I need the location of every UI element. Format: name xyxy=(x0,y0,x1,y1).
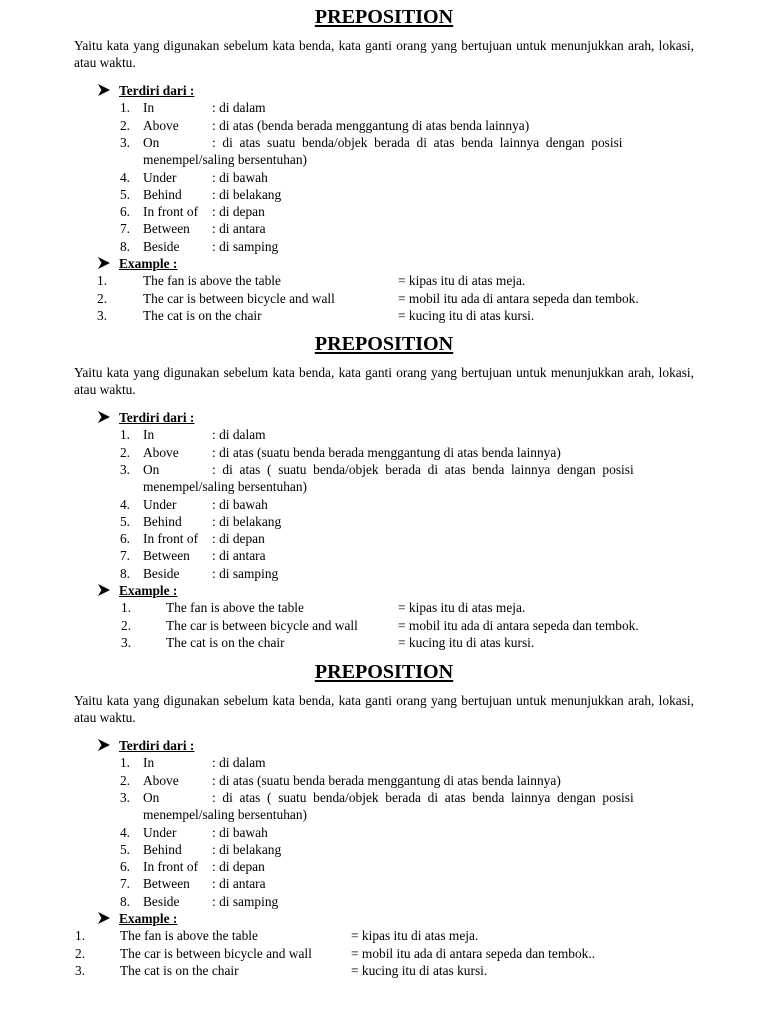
item-number: 2. xyxy=(119,117,130,133)
item-meaning: : di samping xyxy=(212,238,279,254)
item-number: 7. xyxy=(119,876,130,892)
item-meaning: : di belakang xyxy=(212,841,282,857)
item-word: On xyxy=(143,134,160,150)
item-number: 1. xyxy=(119,100,130,116)
item-number: 5. xyxy=(119,841,130,857)
section-title: PREPOSITION xyxy=(314,661,454,683)
item-word: Above xyxy=(143,444,179,460)
item-meaning: : di atas ( suatu benda/objek berada di atas benda lainnya dengan posisi xyxy=(212,789,634,805)
preposition-item xyxy=(114,530,694,547)
arrow-bullet-icon xyxy=(97,409,119,426)
preposition-item xyxy=(114,772,694,789)
terdiri-heading xyxy=(97,82,194,99)
example-heading xyxy=(97,582,177,599)
example-english: The car is between bicycle and wall xyxy=(120,945,312,961)
item-meaning: : di depan xyxy=(212,204,265,220)
example-number: 1. xyxy=(97,273,108,289)
example-indonesian: = kucing itu di atas kursi. xyxy=(398,307,535,323)
item-number: 3. xyxy=(119,789,130,805)
preposition-item xyxy=(114,461,694,478)
preposition-item xyxy=(114,203,694,220)
item-number: 1. xyxy=(119,755,130,771)
example-item xyxy=(0,634,768,651)
example-heading xyxy=(97,910,177,927)
item-word: Between xyxy=(143,876,190,892)
example-english: The fan is above the table xyxy=(166,600,304,616)
item-number: 8. xyxy=(119,893,130,909)
example-label: Example : xyxy=(119,256,178,271)
item-number: 7. xyxy=(119,221,130,237)
intro-paragraph: Yaitu kata yang digunakan sebelum kata benda, kata ganti orang yang bertujuan untuk menunjukkan arah, lokasi, atau waktu. xyxy=(74,693,694,726)
preposition-item xyxy=(114,875,694,892)
terdiri-label: Terdiri dari : xyxy=(119,410,195,425)
item-meaning: : di atas ( suatu benda/objek berada di atas benda lainnya dengan posisi xyxy=(212,461,634,477)
item-number: 6. xyxy=(119,859,130,875)
arrow-bullet-icon xyxy=(97,82,119,99)
example-english: The car is between bicycle and wall xyxy=(143,290,335,306)
example-english: The car is between bicycle and wall xyxy=(166,617,358,633)
arrow-bullet-icon xyxy=(97,255,119,272)
item-meaning: : di bawah xyxy=(212,496,268,512)
example-item xyxy=(0,307,768,324)
example-number: 3. xyxy=(97,307,108,323)
section-title: PREPOSITION xyxy=(314,6,454,28)
example-number: 1. xyxy=(121,600,132,616)
item-meaning: : di atas (benda berada menggantung di atas benda lainnya) xyxy=(212,117,530,133)
example-item xyxy=(0,290,768,307)
example-indonesian: = kucing itu di atas kursi. xyxy=(351,962,488,978)
example-indonesian: = mobil itu ada di antara sepeda dan tembok. xyxy=(398,290,639,306)
example-number: 2. xyxy=(121,617,132,633)
example-english: The fan is above the table xyxy=(143,273,281,289)
preposition-item xyxy=(114,513,694,530)
item-word: Above xyxy=(143,772,179,788)
preposition-item xyxy=(114,186,694,203)
example-indonesian: = kipas itu di atas meja. xyxy=(351,928,479,944)
item-word: Beside xyxy=(143,238,180,254)
example-english: The cat is on the chair xyxy=(143,307,262,323)
example-label: Example : xyxy=(119,911,178,926)
preposition-item xyxy=(114,238,694,255)
item-number: 1. xyxy=(119,427,130,443)
item-word: On xyxy=(143,789,160,805)
example-number: 2. xyxy=(97,290,108,306)
item-meaning: : di depan xyxy=(212,859,265,875)
item-number: 4. xyxy=(119,496,130,512)
terdiri-label: Terdiri dari : xyxy=(119,738,195,753)
preposition-item xyxy=(114,858,694,875)
preposition-item xyxy=(114,789,694,806)
example-indonesian: = kipas itu di atas meja. xyxy=(398,600,526,616)
item-word: In xyxy=(143,100,155,116)
preposition-item xyxy=(114,444,694,461)
section-title: PREPOSITION xyxy=(314,333,454,355)
preposition-item xyxy=(114,99,694,116)
item-number: 4. xyxy=(119,824,130,840)
terdiri-heading xyxy=(97,409,194,426)
item-word: Between xyxy=(143,221,190,237)
example-english: The cat is on the chair xyxy=(120,962,239,978)
item-word: In xyxy=(143,755,155,771)
preposition-section xyxy=(0,6,768,323)
item-meaning: : di bawah xyxy=(212,169,268,185)
arrow-bullet-icon xyxy=(97,737,119,754)
example-indonesian: = mobil itu ada di antara sepeda dan tembok. xyxy=(398,617,639,633)
example-item xyxy=(0,599,768,616)
item-word: Behind xyxy=(143,841,182,857)
preposition-item xyxy=(114,496,694,513)
item-word: In xyxy=(143,427,155,443)
item-meaning: : di dalam xyxy=(212,100,266,116)
item-word: Behind xyxy=(143,186,182,202)
terdiri-label: Terdiri dari : xyxy=(119,83,195,98)
example-number: 1. xyxy=(75,928,86,944)
preposition-item xyxy=(114,754,694,771)
item-word: Above xyxy=(143,117,179,133)
item-meaning: : di samping xyxy=(212,565,279,581)
preposition-item xyxy=(114,220,694,237)
preposition-section xyxy=(0,661,768,978)
item-number: 8. xyxy=(119,238,130,254)
item-meaning: : di samping xyxy=(212,893,279,909)
item-number: 3. xyxy=(119,461,130,477)
item-meaning: : di dalam xyxy=(212,755,266,771)
preposition-item xyxy=(114,565,694,582)
item-word: Beside xyxy=(143,893,180,909)
example-item xyxy=(0,927,768,944)
item-word: Between xyxy=(143,548,190,564)
preposition-item xyxy=(114,134,694,151)
example-item xyxy=(0,272,768,289)
item-meaning-continued: menempel/saling bersentuhan) xyxy=(143,807,307,823)
example-item xyxy=(0,945,768,962)
item-number: 2. xyxy=(119,444,130,460)
item-number: 6. xyxy=(119,531,130,547)
example-item xyxy=(0,962,768,979)
preposition-section xyxy=(0,333,768,650)
item-word: In front of xyxy=(143,531,199,547)
item-number: 5. xyxy=(119,186,130,202)
item-word: Behind xyxy=(143,513,182,529)
item-word: Beside xyxy=(143,565,180,581)
intro-paragraph: Yaitu kata yang digunakan sebelum kata benda, kata ganti orang yang bertujuan untuk menunjukkan arah, lokasi, atau waktu. xyxy=(74,365,694,398)
item-meaning: : di dalam xyxy=(212,427,266,443)
item-number: 2. xyxy=(119,772,130,788)
item-number: 6. xyxy=(119,204,130,220)
item-meaning: : di atas (suatu benda berada menggantung di atas benda lainnya) xyxy=(212,444,561,460)
item-word: Under xyxy=(143,169,177,185)
preposition-item xyxy=(114,117,694,134)
item-number: 5. xyxy=(119,513,130,529)
preposition-item xyxy=(114,169,694,186)
item-word: On xyxy=(143,461,160,477)
item-number: 3. xyxy=(119,134,130,150)
item-meaning-continued: menempel/saling bersentuhan) xyxy=(143,152,307,168)
example-number: 3. xyxy=(121,634,132,650)
arrow-bullet-icon xyxy=(97,582,119,599)
item-meaning: : di atas (suatu benda berada menggantung di atas benda lainnya) xyxy=(212,772,561,788)
example-label: Example : xyxy=(119,583,178,598)
terdiri-heading xyxy=(97,737,194,754)
preposition-item xyxy=(114,841,694,858)
item-number: 7. xyxy=(119,548,130,564)
intro-paragraph: Yaitu kata yang digunakan sebelum kata benda, kata ganti orang yang bertujuan untuk menunjukkan arah, lokasi, atau waktu. xyxy=(74,38,694,71)
item-word: Under xyxy=(143,496,177,512)
preposition-item xyxy=(114,547,694,564)
preposition-item xyxy=(114,426,694,443)
item-word: In front of xyxy=(143,859,199,875)
item-meaning: : di antara xyxy=(212,221,266,237)
arrow-bullet-icon xyxy=(97,910,119,927)
example-indonesian: = kipas itu di atas meja. xyxy=(398,273,526,289)
item-meaning: : di belakang xyxy=(212,186,282,202)
example-number: 2. xyxy=(75,945,86,961)
example-indonesian: = kucing itu di atas kursi. xyxy=(398,634,535,650)
example-indonesian: = mobil itu ada di antara sepeda dan tembok.. xyxy=(351,945,596,961)
item-meaning: : di belakang xyxy=(212,513,282,529)
item-meaning: : di depan xyxy=(212,531,265,547)
example-english: The fan is above the table xyxy=(120,928,258,944)
example-english: The cat is on the chair xyxy=(166,634,285,650)
item-meaning: : di bawah xyxy=(212,824,268,840)
item-meaning: : di atas suatu benda/objek berada di atas benda lainnya dengan posisi xyxy=(212,134,623,150)
example-number: 3. xyxy=(75,962,86,978)
item-meaning: : di antara xyxy=(212,548,266,564)
item-number: 4. xyxy=(119,169,130,185)
item-number: 8. xyxy=(119,565,130,581)
example-heading xyxy=(97,255,177,272)
preposition-item xyxy=(114,824,694,841)
item-word: In front of xyxy=(143,204,199,220)
example-item xyxy=(0,617,768,634)
item-meaning: : di antara xyxy=(212,876,266,892)
item-word: Under xyxy=(143,824,177,840)
item-meaning-continued: menempel/saling bersentuhan) xyxy=(143,479,307,495)
preposition-item xyxy=(114,893,694,910)
